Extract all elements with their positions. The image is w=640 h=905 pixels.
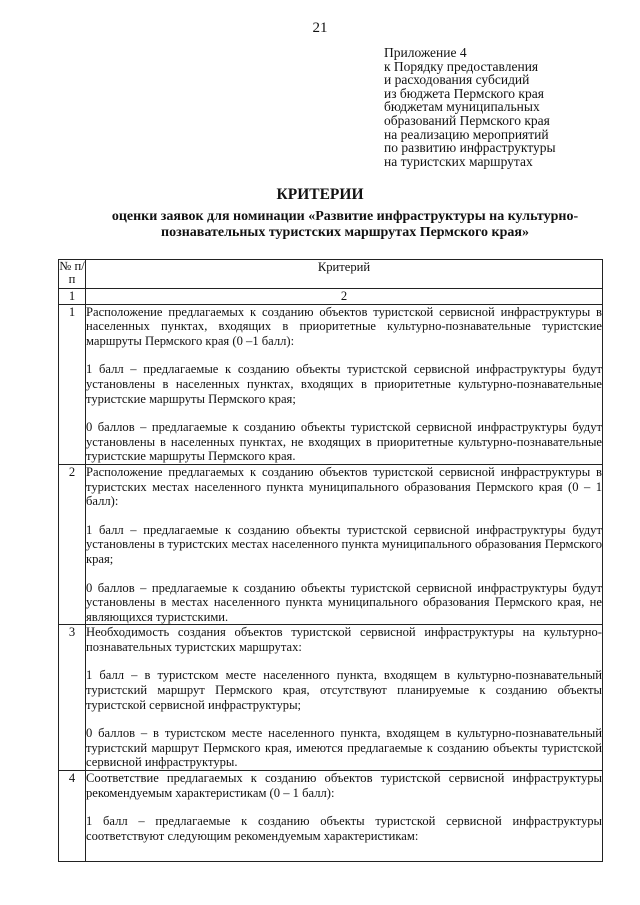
table-row (59, 625, 603, 771)
criterion-paragraph: Необходимость создания объектов туристской сервисной инфраструктуры на культурно-познавательных туристских маршрутах: (86, 625, 602, 654)
row-number: 1 (59, 304, 86, 464)
criterion-paragraph: 0 баллов – в туристском месте населенного пункта, входящем в культурно-познавательный туристский маршрут Пермского края, имеются предлагаемые к созданию объекты туристской сервисной инфраструктуры. (86, 726, 602, 770)
appendix-line: Приложение 4 (384, 45, 467, 60)
criterion-paragraph: 1 балл – в туристском месте населенного пункта, входящем в культурно-познавательный туристский маршрут Пермского края, отсутствуют планируемые к созданию объекты туристской сервисной инфраструктуры; (86, 668, 602, 712)
table-row (59, 771, 603, 862)
criteria-table (58, 259, 603, 862)
table-index-row (59, 289, 603, 305)
row-number: 2 (59, 464, 86, 624)
page-number: 21 (312, 20, 328, 36)
appendix-line: к Порядку предоставления (384, 58, 539, 74)
document-title: КРИТЕРИИ (276, 186, 364, 203)
row-criterion (86, 304, 603, 464)
row-number: 4 (59, 771, 86, 862)
criterion-paragraph: 1 балл – предлагаемые к созданию объекты туристской сервисной инфраструктуры будут установлены в населенных пунктах, входящих в приоритетные культурно-познавательные туристские маршруты Пермского края; (86, 362, 602, 406)
appendix-line: бюджетам муниципальных (384, 99, 540, 115)
appendix-line: и расходования субсидий (384, 72, 530, 88)
row-number: 3 (59, 625, 86, 771)
criterion-paragraph: 1 балл – предлагаемые к созданию объекты туристской сервисной инфраструктуры соответствуют следующим рекомендуемым характеристикам: (86, 814, 602, 843)
index-col-2: 2 (86, 289, 603, 305)
appendix-line: по развитию инфраструктуры (384, 140, 556, 156)
criterion-paragraph: Соответствие предлагаемых к созданию объектов туристской сервисной инфраструктуры рекомендуемым характеристикам (0 – 1 балл): (86, 771, 602, 800)
criterion-paragraph: Расположение предлагаемых к созданию объектов туристской сервисной инфраструктуры в туристских местах населенного пункта муниципального образования Пермского края (0 – 1 балл): (86, 464, 602, 509)
appendix-line: образований Пермского края (384, 112, 550, 128)
row-criterion (86, 464, 603, 624)
criterion-paragraph: 0 баллов – предлагаемые к созданию объекты туристской сервисной инфраструктуры будут установлены в местах населенного пункта муниципального образования Пермского края, не являющихся туристскими. (86, 580, 602, 624)
appendix-line: на реализацию мероприятий (384, 126, 549, 142)
table-header-row (59, 260, 603, 289)
document-subtitle: оценки заявок для номинации «Развитие инфраструктуры на культурно-познавательных туристских маршрутах Пермского края» (111, 209, 579, 240)
row-criterion (86, 771, 603, 862)
appendix-block (384, 46, 634, 168)
criterion-paragraph: Расположение предлагаемых к созданию объектов туристской сервисной инфраструктуры в населенных пунктах, входящих в приоритетные культурно-познавательные туристские маршруты Пермского края (0 –1 балл): (86, 304, 602, 348)
table-row (59, 464, 603, 624)
header-criterion: Критерий (86, 260, 603, 289)
appendix-line: на туристских маршрутах (384, 153, 533, 169)
criterion-paragraph: 0 баллов – предлагаемые к созданию объекты туристской сервисной инфраструктуры будут установлены в населенных пунктах, не входящих в приоритетные культурно-познавательные туристские маршруты Пермского края. (86, 420, 602, 464)
header-number: № п/п (59, 260, 86, 289)
row-criterion (86, 625, 603, 771)
index-col-1: 1 (59, 289, 86, 305)
appendix-line: из бюджета Пермского края (384, 85, 544, 101)
criterion-paragraph: 1 балл – предлагаемые к созданию объекты туристской сервисной инфраструктуры будут установлены в туристских местах населенного пункта муниципального образования Пермского края; (86, 522, 602, 566)
table-row (59, 304, 603, 464)
